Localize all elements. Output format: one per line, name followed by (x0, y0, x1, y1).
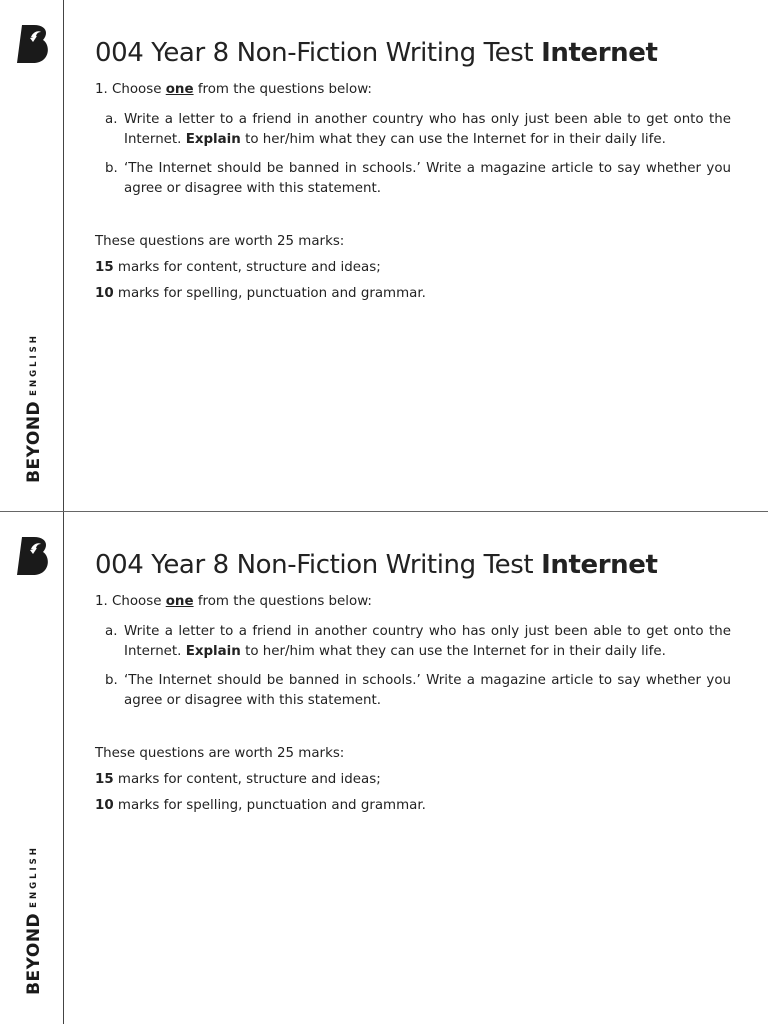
question-suffix: from the questions below: (193, 594, 372, 609)
option-letter: b. (105, 673, 118, 688)
title-topic: Internet (541, 38, 658, 68)
option-text-part: to her/him what they can use the Internet for in their daily life. (240, 132, 666, 147)
option-letter: b. (105, 161, 118, 176)
sidebar-divider (63, 512, 64, 1024)
brand-name: BEYOND (24, 912, 44, 995)
option-b (105, 159, 731, 199)
marks-text: marks for content, structure and ideas; (113, 260, 381, 275)
question-emphasis: one (165, 594, 194, 609)
worksheet-bottom (0, 512, 768, 1024)
page-title (95, 542, 731, 588)
question-intro (95, 592, 731, 612)
sidebar-divider (63, 0, 64, 512)
question-intro (95, 80, 731, 100)
option-text (124, 622, 731, 662)
option-text (124, 110, 731, 150)
marks-text: marks for content, structure and ideas; (113, 772, 381, 787)
marks-number: 15 (95, 772, 114, 787)
option-text-part: Write a letter to a friend in another country who has only just been able to get onto the Internet. (124, 112, 731, 147)
option-letter: a. (105, 624, 118, 639)
beyond-logo-icon (16, 23, 50, 65)
worksheet-content (95, 542, 731, 816)
marks-line (95, 796, 731, 816)
brand-wordmark (24, 845, 44, 995)
marks-line (95, 258, 731, 278)
option-a (105, 110, 731, 150)
marks-intro: These questions are worth 25 marks: (95, 234, 345, 249)
option-text: ‘The Internet should be banned in schools.’ Write a magazine article to say whether you agree or disagree with this statement. (124, 673, 731, 708)
option-text: ‘The Internet should be banned in schools.’ Write a magazine article to say whether you agree or disagree with this statement. (124, 161, 731, 196)
question-suffix: from the questions below: (193, 82, 372, 97)
option-letter: a. (105, 112, 118, 127)
option-text-part: to her/him what they can use the Internet for in their daily life. (240, 644, 666, 659)
beyond-logo-icon (16, 535, 50, 577)
brand-sub: ENGLISH (29, 333, 39, 396)
marks-number: 10 (95, 286, 114, 301)
marks-text: marks for spelling, punctuation and grammar. (113, 286, 426, 301)
question-emphasis: one (165, 82, 194, 97)
question-prefix: 1. Choose (95, 82, 166, 97)
marks-number: 10 (95, 798, 114, 813)
brand-wordmark (24, 333, 44, 483)
marks-text: marks for spelling, punctuation and grammar. (113, 798, 426, 813)
option-keyword: Explain (185, 132, 241, 147)
marks-number: 15 (95, 260, 114, 275)
title-main: 004 Year 8 Non-Fiction Writing Test (95, 550, 542, 580)
page-title (95, 30, 731, 76)
marks-line (95, 770, 731, 790)
marks-intro: These questions are worth 25 marks: (95, 746, 345, 761)
option-b (105, 671, 731, 711)
title-topic: Internet (541, 550, 658, 580)
option-a (105, 622, 731, 662)
worksheet-content (95, 30, 731, 304)
marks-line (95, 284, 731, 304)
title-main: 004 Year 8 Non-Fiction Writing Test (95, 38, 542, 68)
option-keyword: Explain (185, 644, 241, 659)
option-text-part: Write a letter to a friend in another country who has only just been able to get onto the Internet. (124, 624, 731, 659)
question-prefix: 1. Choose (95, 594, 166, 609)
brand-name: BEYOND (24, 400, 44, 483)
brand-sub: ENGLISH (29, 845, 39, 908)
